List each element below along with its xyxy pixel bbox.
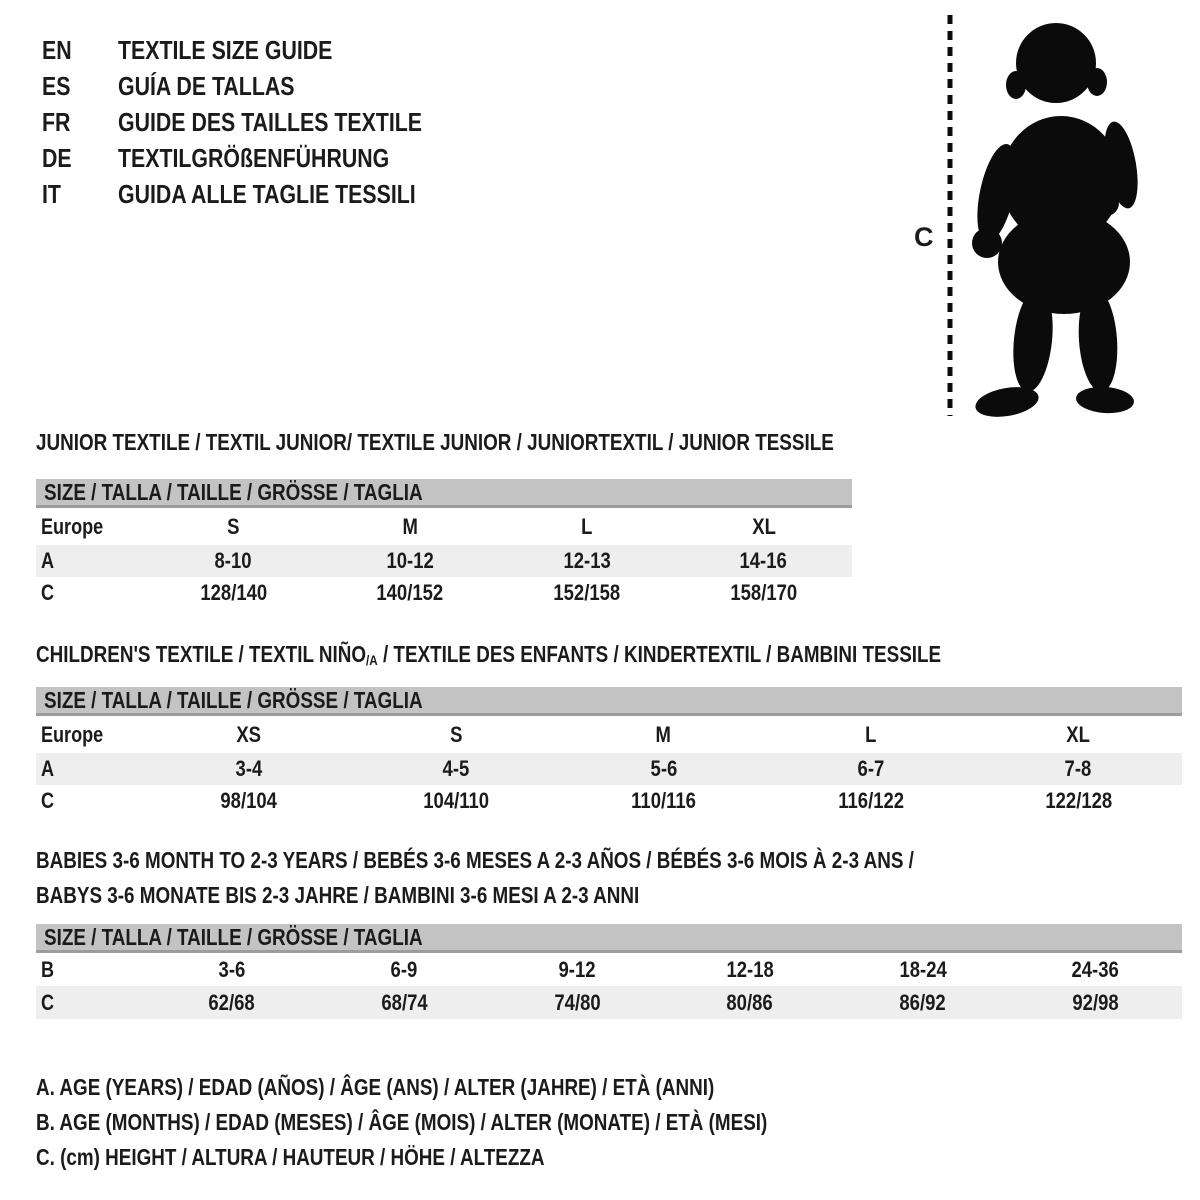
lang-code-fr: FR — [42, 106, 71, 137]
lang-code-it: IT — [42, 178, 61, 209]
legend-c: C. (cm) HEIGHT / ALTURA / HAUTEUR / HÖHE / ALTEZZA — [36, 1144, 545, 1170]
row-label: B — [41, 956, 55, 982]
size-header-bar: SIZE / TALLA / TAILLE / GRÖSSE / TAGLIA — [36, 479, 852, 508]
table-row-columns — [36, 716, 1182, 753]
measurement-legend — [36, 1070, 928, 1175]
legend-a: A. AGE (YEARS) / EDAD (AÑOS) / ÂGE (ANS) / ALTER (JAHRE) / ETÀ (ANNI) — [36, 1074, 715, 1100]
table-row-height — [36, 986, 1182, 1019]
size-column: L — [865, 721, 877, 747]
table-row-months — [36, 953, 1182, 986]
region-label: Europe — [41, 721, 104, 747]
babies-size-table — [36, 924, 1182, 1019]
guide-title-de: TEXTILGRÖßENFÜHRUNG — [118, 142, 390, 173]
lang-row-de — [42, 140, 489, 176]
height-value: 158/170 — [730, 580, 798, 605]
guide-title-en: TEXTILE SIZE GUIDE — [118, 34, 333, 65]
title-subscript: /A — [366, 652, 378, 669]
lang-row-fr — [42, 104, 489, 140]
size-column: L — [581, 513, 593, 539]
row-label: A — [41, 756, 55, 781]
lang-row-en — [42, 32, 489, 68]
height-value: 122/128 — [1044, 788, 1112, 813]
language-title-list — [42, 32, 489, 212]
height-value: 98/104 — [220, 788, 277, 813]
table-row-age — [36, 545, 852, 577]
baby-silhouette-icon — [970, 23, 1143, 421]
size-column: M — [655, 721, 672, 747]
height-value: 80/86 — [726, 989, 774, 1015]
size-header-bar: SIZE / TALLA / TAILLE / GRÖSSE / TAGLIA — [36, 924, 1182, 953]
babies-title-line2: BABYS 3-6 MONATE BIS 2-3 JAHRE / BAMBINI 3-6 MESI A 2-3 ANNI — [36, 882, 640, 908]
lang-row-es — [42, 68, 489, 104]
junior-size-table — [36, 479, 852, 609]
height-value: 116/122 — [838, 788, 904, 813]
size-column: S — [449, 721, 463, 747]
size-header-bar: SIZE / TALLA / TAILLE / GRÖSSE / TAGLIA — [36, 687, 1182, 716]
size-column: XL — [1066, 721, 1091, 747]
height-value: 68/74 — [381, 989, 428, 1015]
row-label: C — [41, 989, 55, 1015]
age-value: 8-10 — [214, 548, 252, 573]
months-value: 24-36 — [1071, 956, 1120, 982]
table-row-height — [36, 577, 852, 609]
height-value: 74/80 — [553, 989, 601, 1015]
lang-code-de: DE — [42, 142, 72, 173]
table-row-columns — [36, 508, 852, 545]
table-row-age — [36, 753, 1182, 785]
months-value: 3-6 — [218, 956, 245, 982]
age-value: 5-6 — [650, 756, 677, 781]
lang-code-es: ES — [42, 70, 71, 101]
height-value: 152/158 — [553, 580, 621, 605]
months-value: 6-9 — [390, 956, 418, 982]
row-label: C — [41, 580, 55, 605]
months-value: 18-24 — [899, 956, 947, 982]
age-value: 7-8 — [1064, 756, 1092, 781]
height-value: 110/116 — [631, 788, 696, 813]
size-column: S — [227, 513, 240, 539]
age-value: 4-5 — [442, 756, 470, 781]
table-row-height — [36, 785, 1182, 817]
children-size-table — [36, 687, 1182, 817]
height-value: 140/152 — [376, 580, 444, 605]
row-label: A — [41, 548, 55, 573]
row-label: C — [41, 788, 55, 813]
guide-title-it: GUIDA ALLE TAGLIE TESSILI — [118, 178, 416, 209]
height-value: 62/68 — [208, 989, 255, 1015]
figure-area — [900, 0, 1200, 430]
lang-code-en: EN — [42, 34, 72, 65]
region-label: Europe — [41, 513, 104, 539]
guide-title-es: GUÍA DE TALLAS — [118, 70, 295, 101]
legend-b: B. AGE (MONTHS) / EDAD (MESES) / ÂGE (MOIS) / ALTER (MONATE) / ETÀ (MESI) — [36, 1109, 768, 1135]
children-section-title: CHILDREN'S TEXTILE / TEXTIL NIÑO/A / TEXTILE DES ENFANTS / KINDERTEXTIL / BAMBINI TESSILE — [36, 641, 942, 669]
junior-section-title: JUNIOR TEXTILE / TEXTIL JUNIOR/ TEXTILE JUNIOR / JUNIORTEXTIL / JUNIOR TESSILE — [36, 429, 834, 455]
age-value: 6-7 — [857, 756, 885, 781]
months-value: 12-18 — [726, 956, 774, 982]
babies-section-title — [36, 846, 1107, 909]
height-value: 104/110 — [423, 788, 490, 813]
months-value: 9-12 — [558, 956, 596, 982]
lang-row-it — [42, 176, 489, 212]
toddler-silhouette-illustration — [900, 0, 1200, 430]
size-column: XS — [236, 721, 262, 747]
measure-label-c: C — [914, 222, 934, 252]
age-value: 12-13 — [563, 548, 611, 573]
age-value: 3-4 — [235, 756, 263, 781]
height-value: 86/92 — [899, 989, 946, 1015]
size-column: M — [402, 513, 418, 539]
height-value: 128/140 — [199, 580, 267, 605]
age-value: 14-16 — [739, 548, 788, 573]
babies-title-line1: BABIES 3-6 MONTH TO 2-3 YEARS / BEBÉS 3-6 MESES A 2-3 AÑOS / BÉBÉS 3-6 MOIS À 2-3 ANS / — [36, 847, 914, 873]
age-value: 10-12 — [386, 548, 434, 573]
guide-title-fr: GUIDE DES TAILLES TEXTILE — [118, 106, 423, 137]
height-value: 92/98 — [1072, 989, 1119, 1015]
size-column: XL — [751, 513, 776, 539]
